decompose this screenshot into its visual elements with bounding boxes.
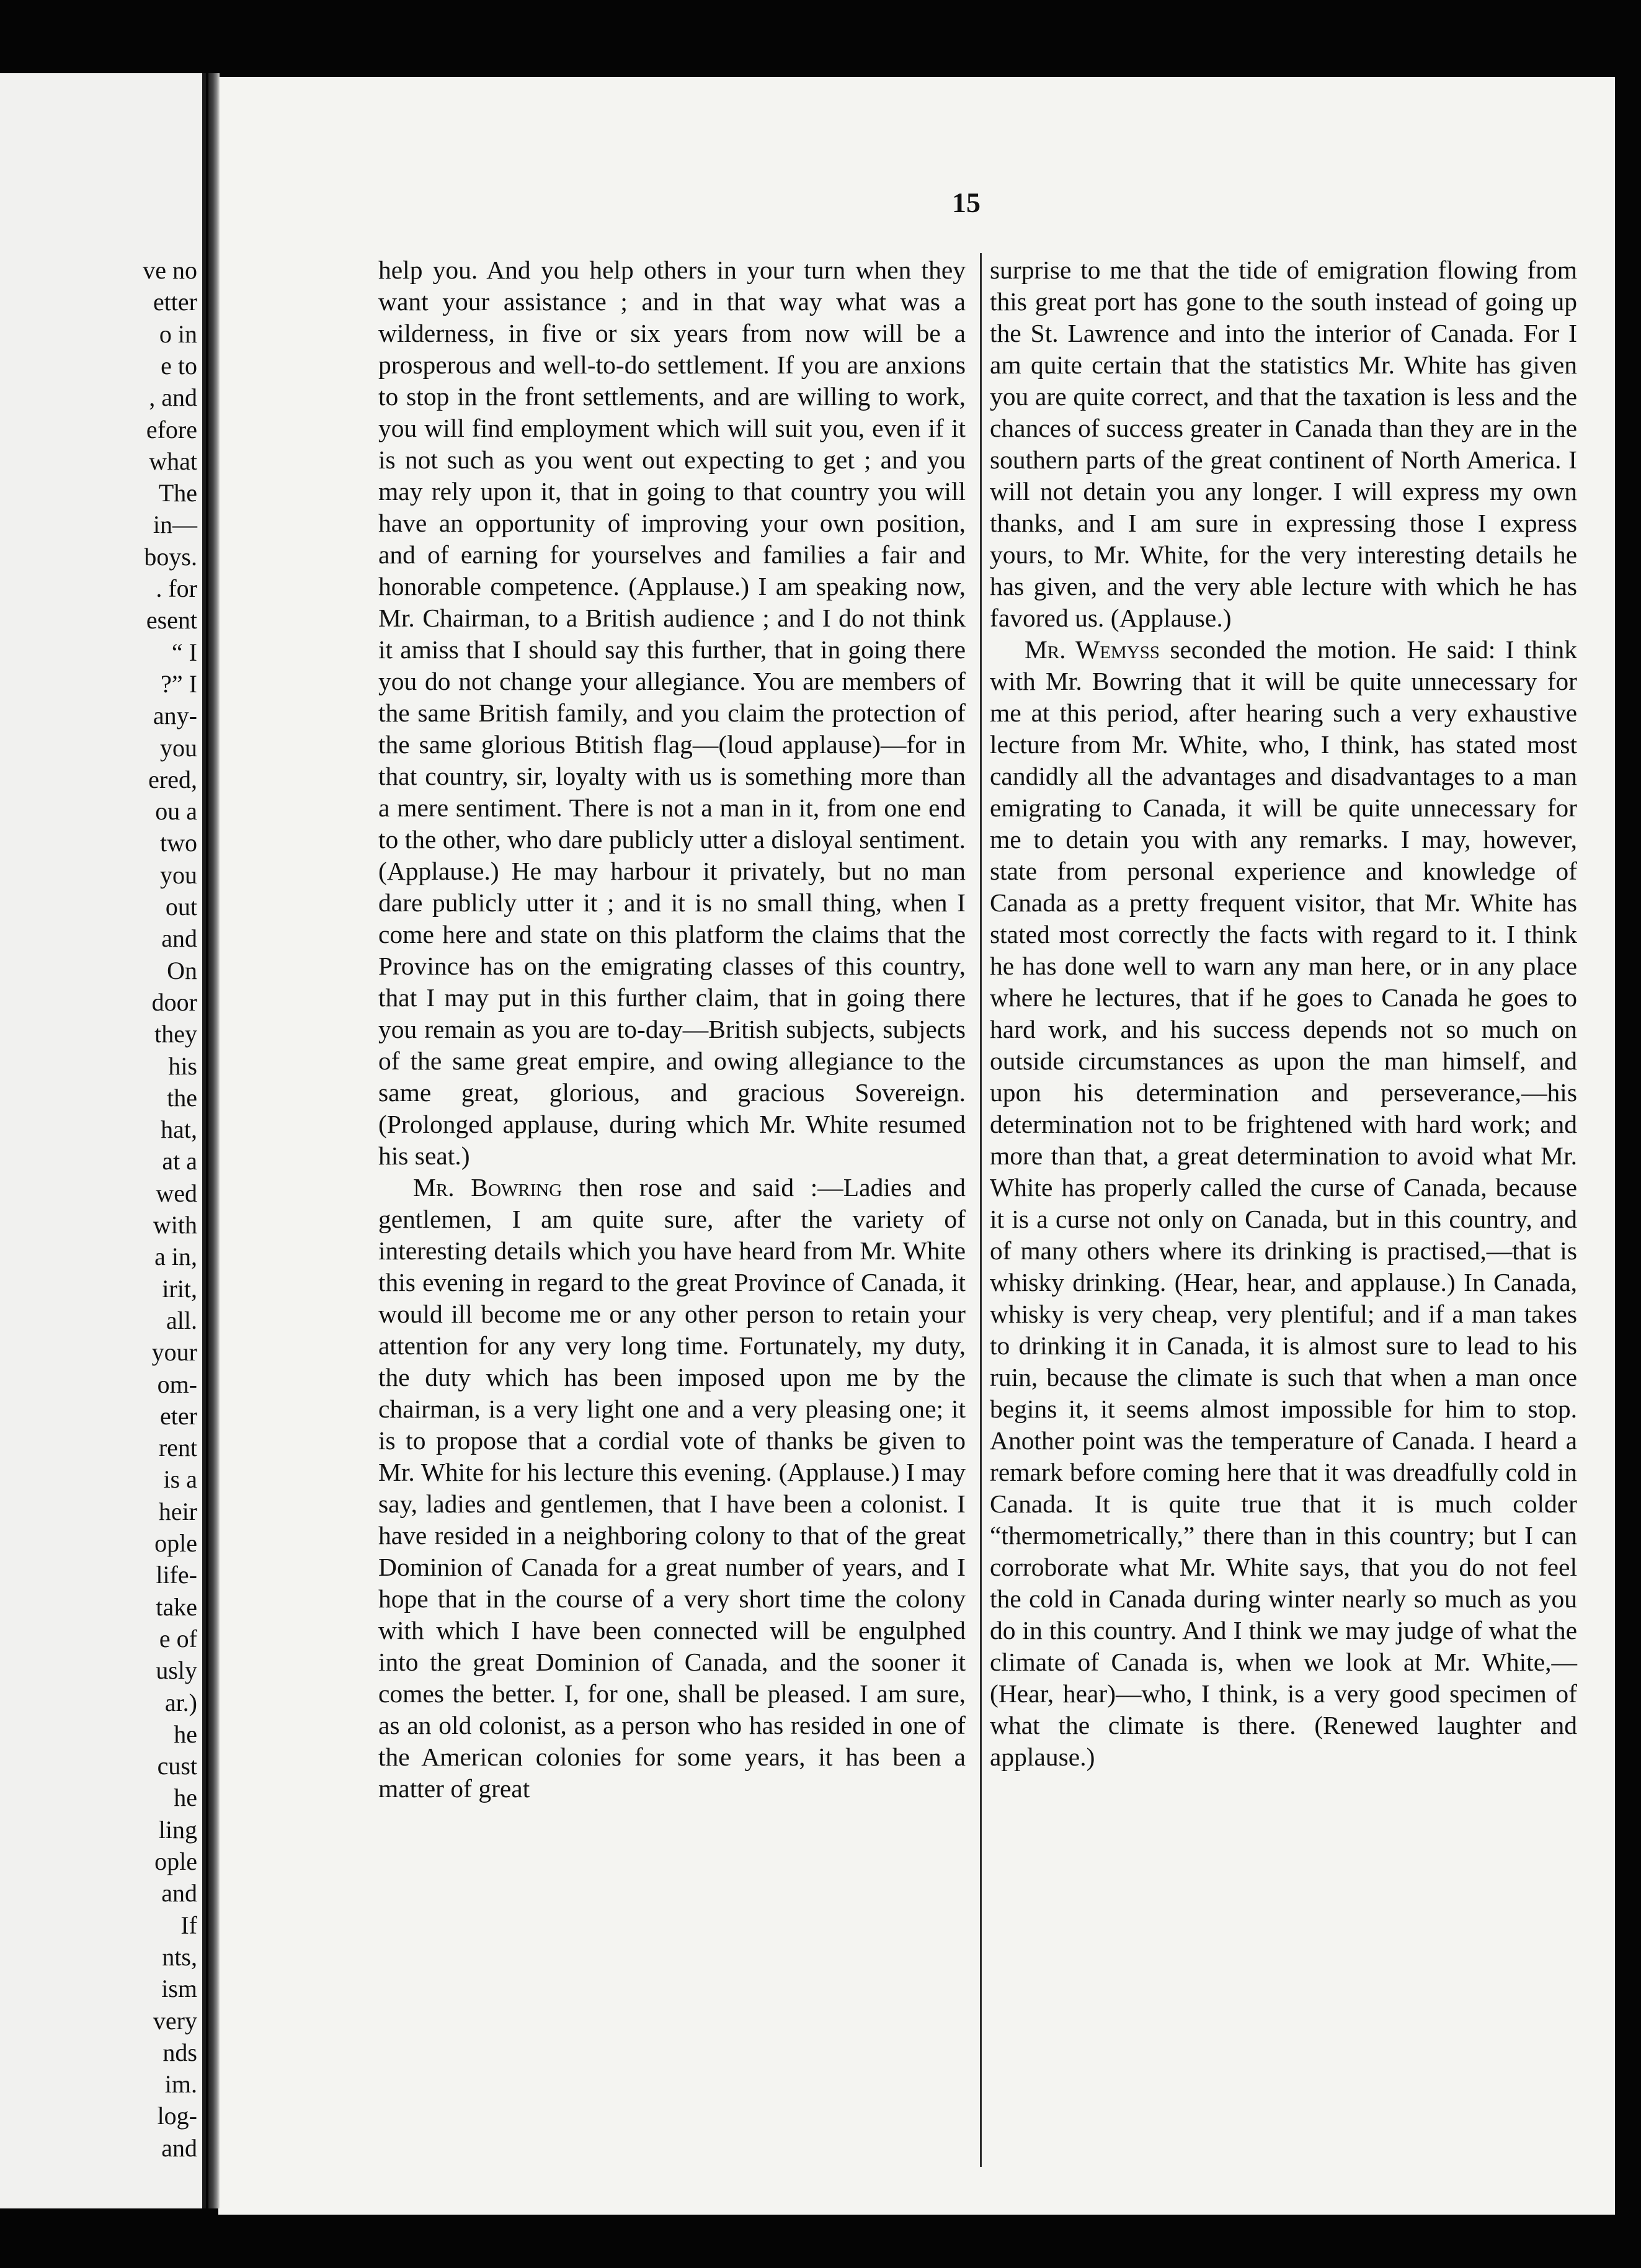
left-column xyxy=(378,254,966,1805)
left-page-line: life- xyxy=(156,1561,197,1589)
left-page-line: hat, xyxy=(161,1115,197,1144)
left-page-line: heir xyxy=(158,1497,197,1525)
left-page-line: irit, xyxy=(162,1274,197,1303)
left-page-line: cust xyxy=(157,1752,197,1780)
left-page-line: o in xyxy=(159,319,197,348)
left-page-line: efore xyxy=(146,415,197,444)
left-page-line: they xyxy=(154,1020,197,1048)
left-page-line: im. xyxy=(164,2070,197,2099)
paragraph-bowring-text: then rose and said :—Ladies and gentlemen, I am quite sure, after the variety of interesting details which you have heard from Mr. White this evening in regard to the great Province of Canada, it would ill become me or any other person to retain your attention for any very long time. Fortunately, my duty, the duty which has been imposed upon me by the chairman, is a very light one and a very pleasing one; it is to propose that a cordial vote of thanks be given to Mr. White for his lecture this evening. (Applause.) I may say, ladies and gentlemen, that I have been a colonist. I have resided in a neighboring colony to that of the great Dominion of Canada for a great number of years, and I hope that in the course of a very short time the colony with which I have been connected will be engulphed into the great Dominion of Canada, and the sooner it comes the better. I, for one, shall be pleased. I am sure, as an old colonist, as a person who has resided in one of the American colonies for some years, it has been a matter of great xyxy=(378,1173,966,1803)
left-page-fragment xyxy=(0,73,206,2208)
left-page-line: take xyxy=(156,1592,197,1621)
page-binding-shadow xyxy=(208,73,220,2208)
left-page-line: and xyxy=(161,2133,197,2162)
left-page-line: boys. xyxy=(144,542,197,571)
left-page-line: esent xyxy=(146,606,197,635)
left-page-line: ling xyxy=(158,1815,197,1844)
left-page-line: . for xyxy=(156,574,197,602)
left-page-line: out xyxy=(165,893,197,921)
left-page-line: ered, xyxy=(148,765,197,793)
left-page-line: and xyxy=(161,1879,197,1908)
right-column xyxy=(990,254,1577,1773)
left-page-line: a in, xyxy=(154,1243,197,1271)
left-page-line: “ I xyxy=(171,638,197,666)
left-page-line: wed xyxy=(156,1179,197,1207)
left-page-line: ople xyxy=(154,1529,197,1557)
paragraph-wemyss xyxy=(990,634,1577,1773)
left-page-line: eter xyxy=(160,1401,197,1430)
speaker-bowring: Mr. Bowring xyxy=(413,1173,563,1202)
left-page-line: and xyxy=(161,924,197,953)
left-page-edge xyxy=(202,73,206,2208)
left-page-line: is a xyxy=(163,1465,197,1494)
left-page-line: at a xyxy=(162,1147,197,1176)
left-page-line: log- xyxy=(157,2102,197,2130)
left-page-line: On xyxy=(167,956,197,984)
left-page-line: your xyxy=(151,1338,197,1367)
column-divider xyxy=(980,253,982,2167)
left-page-line: all. xyxy=(166,1306,197,1334)
left-page-line: with xyxy=(153,1211,197,1239)
left-page-line: he xyxy=(174,1720,197,1748)
left-page-line: you xyxy=(160,860,197,889)
left-page-line: om- xyxy=(157,1370,197,1398)
left-page-line: ism xyxy=(161,1975,197,2003)
paragraph-help-you: help you. And you help others in your turn when they want your assistance ; and in that way what was a wilderness, in five or six years from now will be a prosperous and well-to-do settlement. If you are anxions to stop in the front settlements, and are willing to work, you will find employment which will suit you, even if it is not such as you went out expecting to get ; and you may rely upon it, that in going to that country you will have an opportunity of improving your own position, and of earning for yourselves and families a fair and honorable competence. (Applause.) I am speaking now, Mr. Chairman, to a British audience ; and I do not think it amiss that I should say this further, that in going there you do not change your allegiance. You are members of the same British family, and you claim the protection of the same glorious Btitish flag—(loud applause)—for in that country, sir, loyalty with us is something more than a mere sentiment. There is not a man in it, from one end to the other, who dare publicly utter a disloyal sentiment. (Applause.) He may harbour it privately, but no man dare publicly utter it ; and it is no small thing, when I come here and state on this platform the claims that the Province has on the emigrating classes of this country, that I may put in this further claim, that in going there you remain as you are to-day—British subjects, subjects of the same great empire, and owing allegiance to the same great, glorious, and gracious Sovereign. (Prolonged applause, during which Mr. White resumed his seat.) xyxy=(378,256,966,1170)
left-page-line: nts, xyxy=(162,1942,197,1971)
paragraph-bowring xyxy=(378,1172,966,1805)
left-page-line: what xyxy=(149,447,197,475)
left-page-line: e to xyxy=(161,351,197,380)
left-page-line: The xyxy=(158,479,197,507)
speaker-wemyss: Mr. Wemyss xyxy=(1025,635,1160,664)
left-page-line: in— xyxy=(153,511,197,539)
left-page-line: two xyxy=(160,829,197,857)
left-page-line: his xyxy=(168,1051,197,1080)
left-page-line: he xyxy=(174,1784,197,1812)
paragraph-surprise: surprise to me that the tide of emigration flowing from this great port has gone to the south instead of going up the St. Lawrence and into the interior of Canada. For I am quite certain that the statistics Mr. White has given you are quite correct, and that the taxation is less and the chances of success greater in Canada than they are in the southern parts of the great continent of North America. I will not detain you any longer. I will express my own thanks, and I am sure in expressing those I express yours, to Mr. White, for the very interesting details he has given, and the very able lecture with which he has favored us. (Applause.) xyxy=(990,256,1577,632)
left-page-line: etter xyxy=(153,288,197,316)
left-page-line: If xyxy=(180,1911,197,1939)
left-page-line: the xyxy=(167,1083,197,1112)
paragraph-wemyss-text: seconded the motion. He said: I think with Mr. Bowring that it will be quite unnecessary for me at this period, after hearing such a very exhaustive lecture from Mr. White, who, I think, has stated most candidly all the advantages and disadvantages to a man emigrating to Canada, it will be quite unnecessary for me to detain you with any remarks. I may, however, state from personal experience and knowledge of Canada as a pretty frequent visitor, that Mr. White has stated most correctly the facts with regard to it. I think he has done well to warn any man here, or in any place where he lectures, that if he goes to Canada he goes to hard work, and his success depends not so much on outside circumstances as upon the man himself, and upon his determination and perseverance,—his determination not to be frightened with hard work; and more than that, a great determination to avoid what Mr. White has properly called the curse of Canada, because it is a curse not only on Canada, but in this country, and of many others where its drinking is practised,—that is whisky drinking. (Hear, hear, and applause.) In Canada, whisky is very cheap, very plentiful; and if a man takes to drinking it in Canada, it is almost sure to lead to his ruin, because the climate is such that when a man once begins it, it seems almost impossible for him to stop. Another point was the temperature of Canada. I heard a remark before coming here that it was dreadfully cold in Canada. It is quite true that it is much colder “thermometrically,” there than in this country; but I can corroborate what Mr. White says, that you do not feel the cold in Canada during winter nearly so much as you do in this country. And I think we may judge of what the climate of Canada is, when we look at Mr. White,—(Hear, hear)—who, I think, is a very good specimen of what the climate is there. (Renewed laughter and applause.) xyxy=(990,635,1578,1771)
left-page-line: , and xyxy=(149,383,197,412)
left-page-line: usly xyxy=(156,1656,197,1685)
left-page-line: door xyxy=(151,988,197,1016)
left-page-line: ou a xyxy=(155,797,197,826)
left-page-line: very xyxy=(153,2006,197,2035)
left-page-line: ve no xyxy=(143,256,197,284)
left-page-line: ople xyxy=(154,1847,197,1875)
left-page-line: any- xyxy=(153,702,197,730)
left-page-line: you xyxy=(160,733,197,762)
left-page-line: ar.) xyxy=(164,1688,197,1717)
left-page-line: ?” I xyxy=(161,669,197,698)
page-number: 15 xyxy=(952,187,981,218)
left-page-line: rent xyxy=(158,1434,197,1462)
left-page-line: e of xyxy=(159,1624,197,1653)
left-page-line: nds xyxy=(162,2038,197,2066)
